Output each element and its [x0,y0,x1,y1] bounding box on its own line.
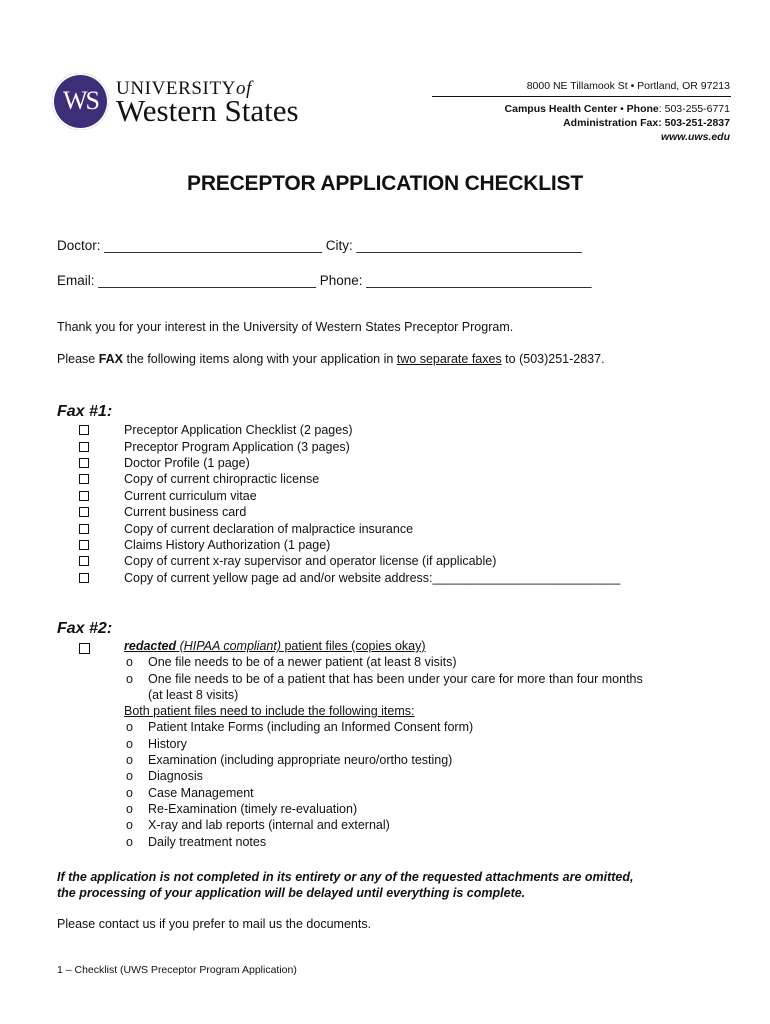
header-address: 8000 NE Tillamook St • Portland, OR 97213 [526,80,730,92]
checklist-item [79,520,620,536]
fax2-lead: redacted (HIPAA compliant) patient files (copies okay) [124,639,426,653]
university-seal-logo [52,73,109,130]
checklist-item [79,488,620,504]
checkbox[interactable] [79,442,89,452]
logo-university-text: UNIVERSITYof [116,78,252,99]
checklist-item [79,537,620,553]
page-title: PRECEPTOR APPLICATION CHECKLIST [187,172,583,195]
fax2-checkbox[interactable] [79,643,90,654]
checkbox[interactable] [79,474,89,484]
list-item: o Diagnosis [126,769,203,784]
list-item: o Daily treatment notes [126,834,267,849]
intro-instructions: Please FAX the following items along with your application in two separate faxes to (503)251-2837. [57,352,605,366]
checkbox[interactable] [79,491,89,501]
incomplete-warning: If the application is not completed in its entirety or any of the requested attachments are omitted, the processing of your application will be delayed until everything is complete. [57,870,634,900]
mail-note: Please contact us if you prefer to mail us the documents. [57,917,372,931]
checklist-item [79,570,620,586]
checklist-item-label: Claims History Authorization (1 page) [124,537,331,552]
both-files-heading: Both patient files need to include the following items: [124,704,415,719]
checklist-item [79,422,620,438]
checkbox[interactable] [79,540,89,550]
checkbox[interactable] [79,573,89,583]
list-item: o X-ray and lab reports (internal and external) [126,818,390,833]
fax2-heading: Fax #2: [57,620,113,637]
contact-fax-line: Administration Fax: 503-251-2837 [563,117,730,129]
page-footer: 1 – Checklist (UWS Preceptor Program Application) [57,964,297,976]
checklist-item [79,455,620,471]
checklist-item-label: Doctor Profile (1 page) [124,455,250,470]
fax1-heading: Fax #1: [57,403,113,420]
doctor-city-field: Doctor: _____________________________ City: ______________________________ [57,238,582,253]
list-item: o Examination (including appropriate neuro/ortho testing) [126,753,453,768]
checklist-item [79,471,620,487]
list-item: o Patient Intake Forms (including an Informed Consent form) [126,720,474,735]
checklist-item-label: Preceptor Program Application (3 pages) [124,439,350,454]
list-item-continuation: (at least 8 visits) [148,687,239,702]
header-contact [505,102,730,144]
checklist-item [79,438,620,454]
intro-thanks: Thank you for your interest in the University of Western States Preceptor Program. [57,320,514,334]
list-item: o Re-Examination (timely re-evaluation) [126,801,358,816]
checklist-item-label: Copy of current declaration of malpractice insurance [124,521,414,536]
logo-western-states-text: Western States [116,93,299,128]
header-divider [432,96,731,97]
fax2-content [124,638,643,850]
checkbox[interactable] [79,458,89,468]
list-item: o History [126,736,187,751]
checklist-item [79,553,620,569]
checklist-item-label: Current curriculum vitae [124,488,257,503]
checkbox[interactable] [79,507,89,517]
checkbox[interactable] [79,425,89,435]
checkbox[interactable] [79,524,89,534]
checklist-item-label: Current business card [124,505,247,520]
checklist-item-label: Copy of current x-ray supervisor and operator license (if applicable) [124,554,497,569]
checkbox[interactable] [79,556,89,566]
contact-phone-line: Campus Health Center • Phone: 503-255-6771 [504,103,730,115]
fax1-checklist [79,422,620,586]
email-phone-field: Email: _____________________________ Phone: ______________________________ [57,273,592,288]
list-item: o Case Management [126,785,254,800]
seal-monogram: WS [63,86,98,115]
checklist-item-label: Copy of current chiropractic license [124,472,320,487]
fax2-required-items [124,719,643,849]
list-item: o One file needs to be of a patient that has been under your care for more than four months [126,671,643,686]
checklist-item-label: Preceptor Application Checklist (2 pages) [124,423,353,438]
checklist-item [79,504,620,520]
contact-website: www.uws.edu [660,131,730,143]
checklist-item-label: Copy of current yellow page ad and/or website address:___________________________ [124,570,621,585]
list-item: o One file needs to be of a newer patient (at least 8 visits) [126,655,457,670]
